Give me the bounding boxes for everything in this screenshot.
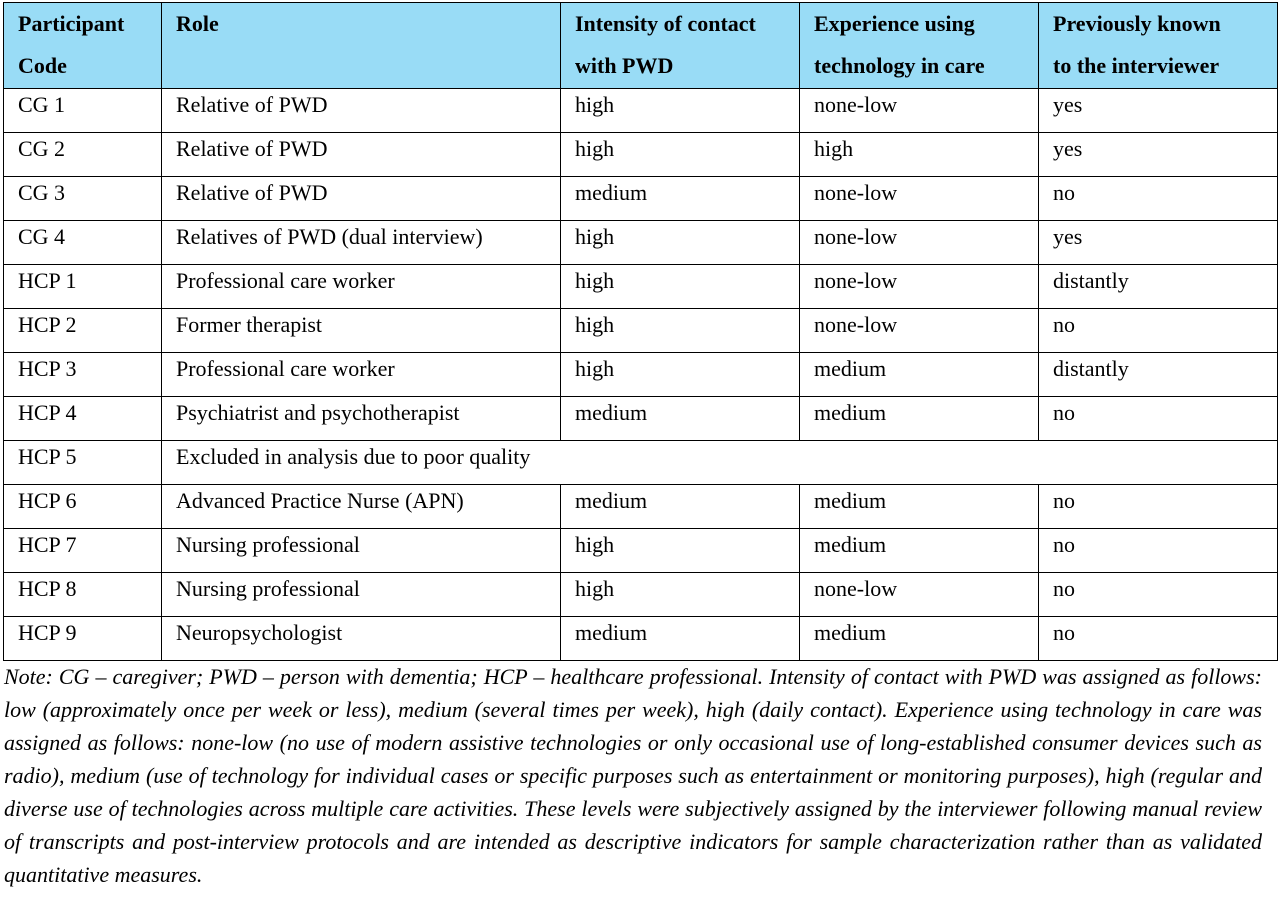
column-header-line: Role bbox=[176, 11, 219, 36]
experience-cell: none-low bbox=[800, 89, 1039, 133]
column-header-line: Code bbox=[18, 53, 67, 78]
table-row bbox=[4, 133, 1278, 177]
table-row bbox=[4, 485, 1278, 529]
intensity-cell: high bbox=[561, 309, 800, 353]
role-cell: Relative of PWD bbox=[162, 133, 561, 177]
participant-code-cell: CG 2 bbox=[4, 133, 162, 177]
table-row bbox=[4, 573, 1278, 617]
intensity-cell: medium bbox=[561, 617, 800, 661]
column-header-line: Participant bbox=[18, 11, 125, 36]
role-cell: Relative of PWD bbox=[162, 177, 561, 221]
known-cell: yes bbox=[1039, 133, 1278, 177]
participant-code-cell: CG 1 bbox=[4, 89, 162, 133]
column-header-line: to the interviewer bbox=[1053, 53, 1220, 78]
participant-code-cell: HCP 7 bbox=[4, 529, 162, 573]
known-cell: no bbox=[1039, 397, 1278, 441]
table-row bbox=[4, 441, 1278, 485]
participant-code-cell: HCP 9 bbox=[4, 617, 162, 661]
known-cell: no bbox=[1039, 617, 1278, 661]
experience-cell: medium bbox=[800, 353, 1039, 397]
known-cell: distantly bbox=[1039, 353, 1278, 397]
experience-cell: medium bbox=[800, 485, 1039, 529]
column-header-line: technology in care bbox=[814, 53, 985, 78]
role-cell: Neuropsychologist bbox=[162, 617, 561, 661]
participant-code-cell: HCP 8 bbox=[4, 573, 162, 617]
participant-code-cell: HCP 5 bbox=[4, 441, 162, 485]
experience-cell: medium bbox=[800, 529, 1039, 573]
column-header-line: Intensity of contact bbox=[575, 11, 756, 36]
intensity-cell: high bbox=[561, 221, 800, 265]
table-row bbox=[4, 617, 1278, 661]
known-cell: no bbox=[1039, 529, 1278, 573]
table-row bbox=[4, 529, 1278, 573]
participant-code-cell: HCP 2 bbox=[4, 309, 162, 353]
table-row bbox=[4, 221, 1278, 265]
participant-code-cell: CG 4 bbox=[4, 221, 162, 265]
intensity-cell: medium bbox=[561, 397, 800, 441]
table-note: Note: CG – caregiver; PWD – person with dementia; HCP – healthcare professional. Intensity of contact with PWD was assigned as follows: low (approximately once per week or less), medium (several times per week), high (daily contact). Experience using technology in care was assigned as follows: none-low (no use of modern assistive technologies or only occasional use of long-established consumer devices such as radio), medium (use of technology for individual cases or specific purposes such as entertainment or monitoring purposes), high (regular and diverse use of technologies across multiple care activities. These levels were subjectively assigned by the interviewer following manual review of transcripts and post-interview protocols and are intended as descriptive indicators for sample characterization rather than as validated quantitative measures. bbox=[4, 664, 1262, 887]
role-cell: Nursing professional bbox=[162, 573, 561, 617]
table-row bbox=[4, 309, 1278, 353]
experience-cell: none-low bbox=[800, 309, 1039, 353]
experience-cell: medium bbox=[800, 617, 1039, 661]
experience-cell: none-low bbox=[800, 265, 1039, 309]
column-header bbox=[162, 3, 561, 89]
column-header-line: Experience using bbox=[814, 11, 975, 36]
table-row bbox=[4, 89, 1278, 133]
role-cell: Nursing professional bbox=[162, 529, 561, 573]
intensity-cell: high bbox=[561, 353, 800, 397]
experience-cell: medium bbox=[800, 397, 1039, 441]
table-row bbox=[4, 265, 1278, 309]
table-row bbox=[4, 177, 1278, 221]
intensity-cell: high bbox=[561, 89, 800, 133]
intensity-cell: medium bbox=[561, 177, 800, 221]
experience-cell: none-low bbox=[800, 177, 1039, 221]
participant-code-cell: CG 3 bbox=[4, 177, 162, 221]
known-cell: yes bbox=[1039, 221, 1278, 265]
experience-cell: high bbox=[800, 133, 1039, 177]
participant-code-cell: HCP 1 bbox=[4, 265, 162, 309]
known-cell: no bbox=[1039, 573, 1278, 617]
table-row bbox=[4, 397, 1278, 441]
role-cell: Advanced Practice Nurse (APN) bbox=[162, 485, 561, 529]
participant-code-cell: HCP 4 bbox=[4, 397, 162, 441]
intensity-cell: high bbox=[561, 573, 800, 617]
experience-cell: none-low bbox=[800, 573, 1039, 617]
table-body bbox=[4, 89, 1278, 661]
role-cell: Professional care worker bbox=[162, 353, 561, 397]
column-header bbox=[561, 3, 800, 89]
role-cell: Former therapist bbox=[162, 309, 561, 353]
participant-code-cell: HCP 6 bbox=[4, 485, 162, 529]
table-header-row bbox=[4, 3, 1278, 89]
intensity-cell: high bbox=[561, 133, 800, 177]
excluded-note-cell: Excluded in analysis due to poor quality bbox=[162, 441, 1278, 485]
column-header-line: with PWD bbox=[575, 53, 674, 78]
participants-table bbox=[3, 2, 1278, 661]
known-cell: yes bbox=[1039, 89, 1278, 133]
known-cell: no bbox=[1039, 177, 1278, 221]
column-header bbox=[800, 3, 1039, 89]
role-cell: Professional care worker bbox=[162, 265, 561, 309]
participant-code-cell: HCP 3 bbox=[4, 353, 162, 397]
column-header bbox=[4, 3, 162, 89]
known-cell: distantly bbox=[1039, 265, 1278, 309]
role-cell: Relative of PWD bbox=[162, 89, 561, 133]
role-cell: Psychiatrist and psychotherapist bbox=[162, 397, 561, 441]
known-cell: no bbox=[1039, 309, 1278, 353]
known-cell: no bbox=[1039, 485, 1278, 529]
table-row bbox=[4, 353, 1278, 397]
intensity-cell: medium bbox=[561, 485, 800, 529]
role-cell: Relatives of PWD (dual interview) bbox=[162, 221, 561, 265]
column-header bbox=[1039, 3, 1278, 89]
intensity-cell: high bbox=[561, 529, 800, 573]
column-header-line: Previously known bbox=[1053, 11, 1221, 36]
experience-cell: none-low bbox=[800, 221, 1039, 265]
intensity-cell: high bbox=[561, 265, 800, 309]
